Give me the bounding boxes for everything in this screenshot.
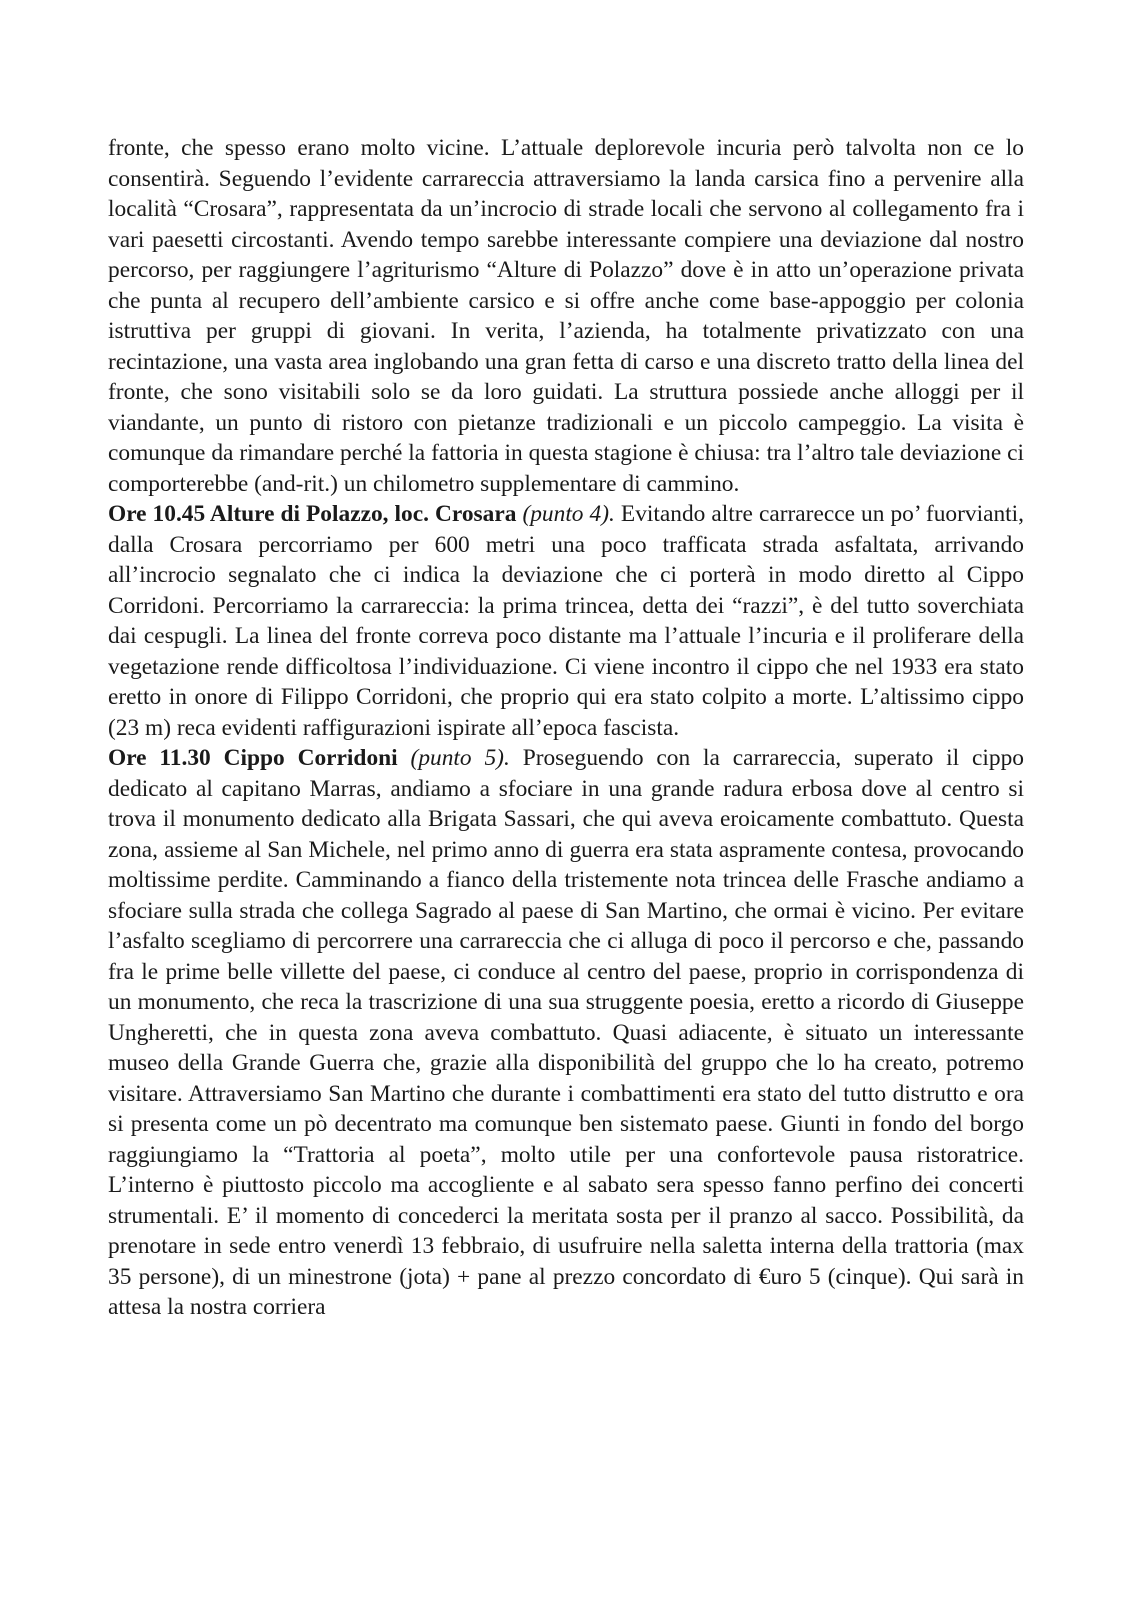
point-reference: (punto 5). [410,745,510,771]
paragraph-text: Proseguendo con la carrareccia, superato il cippo dedicato al capitano Marras, andiamo a sfociare in una grande radura erbosa dove al centro si trova il monumento dedicato alla Brigata Sassari, che qui aveva eroicamente combattuto. Questa zona, assieme al San Michele, nel primo anno di guerra era stata aspramente contesa, provocando moltissime perdite. Camminando a fianco della tristemente nota trincea delle Frasche andiamo a sfociare sulla strada che collega Sagrado al paese di San Martino, che ormai è vicino. Per evitare l’asfalto scegliamo di percorrere una carrareccia che ci alluga di poco il percorso e che, passando fra le prime belle villette del paese, ci conduce al centro del paese, proprio in corrispondenza di un monumento, che reca la trascrizione di una sua struggente poesia, eretto a ricordo di Giuseppe Ungheretti, che in questa zona aveva combattuto. Quasi adiacente, è situato un interessante museo della Grande Guerra che, grazie alla disponibilità del gruppo che lo ha creato, potremo visitare. Attraversiamo San Martino che durante i combattimenti era stato del tutto distrutto e ora si presenta come un pò decentrato ma comunque ben sistemato paese. Giunti in fondo del borgo raggiungiamo la “Trattoria al poeta”, molto utile per una confortevole pausa ristoratrice. L’interno è piuttosto piccolo ma accogliente e al sabato sera spesso fanno perfino dei concerti strumentali. E’ il momento di concederci la meritata sosta per il pranzo al sacco. Possibilità, da prenotare in sede entro venerdì 13 febbraio, di usufruire nella saletta interna della trattoria (max 35 persone), di un minestrone (jota) + pane al prezzo concordato di €uro 5 (cinque). Qui sarà in attesa la nostra corriera [108,745,1024,1320]
paragraph-text: Evitando altre carrarecce un po’ fuorvianti, dalla Crosara percorriamo per 600 metri una poco trafficata strada asfaltata, arrivando all’incrocio segnalato che ci indica la deviazione che ci porterà in modo diretto al Cippo Corridoni. Percorriamo la carrareccia: la prima trincea, detta dei “razzi”, è del tutto soverchiata dai cespugli. La linea del fronte correva poco distante ma l’attuale l’incuria e il proliferare della vegetazione rende difficoltosa l’individuazione. Ci viene incontro il cippo che nel 1933 era stato eretto in onore di Filippo Corridoni, che proprio qui era stato colpito a morte. L’altissimo cippo (23 m) reca evidenti raffigurazioni ispirate all’epoca fascista. [108,501,1024,741]
paragraph-alture-di-polazzo [108,499,1024,743]
paragraph-text: fronte, che spesso erano molto vicine. L’attuale deplorevole incuria però talvolta non ce lo consentirà. Seguendo l’evidente carrareccia attraversiamo la landa carsica fino a pervenire alla località “Crosara”, rappresentata da un’incrocio di strade locali che servono al collegamento fra i vari paesetti circostanti. Avendo tempo sarebbe interessante compiere una deviazione dal nostro percorso, per raggiungere l’agriturismo “Alture di Polazzo” dove è in atto un’operazione privata che punta al recupero dell’ambiente carsico e si offre anche come base-appoggio per colonia istruttiva per gruppi di giovani. In verita, l’azienda, ha totalmente privatizzato con una recintazione, una vasta area inglobando una gran fetta di carso e una discreto tratto della linea del fronte, che sono visitabili solo se da loro guidati. La struttura possiede anche alloggi per il viandante, un punto di ristoro con pietanze tradizionali e un piccolo campeggio. La visita è comunque da rimandare perché la fattoria in questa stagione è chiusa: tra l’altro tale deviazione ci comporterebbe (and-rit.) un chilometro supplementare di cammino. [108,135,1024,497]
paragraph-cippo-corridoni [108,743,1024,1323]
section-heading: Ore 10.45 Alture di Polazzo, loc. Crosara [108,501,517,527]
point-reference: (punto 4). [522,501,615,527]
document-page [108,133,1024,1323]
section-heading: Ore 11.30 Cippo Corridoni [108,745,398,771]
paragraph-intro [108,133,1024,499]
